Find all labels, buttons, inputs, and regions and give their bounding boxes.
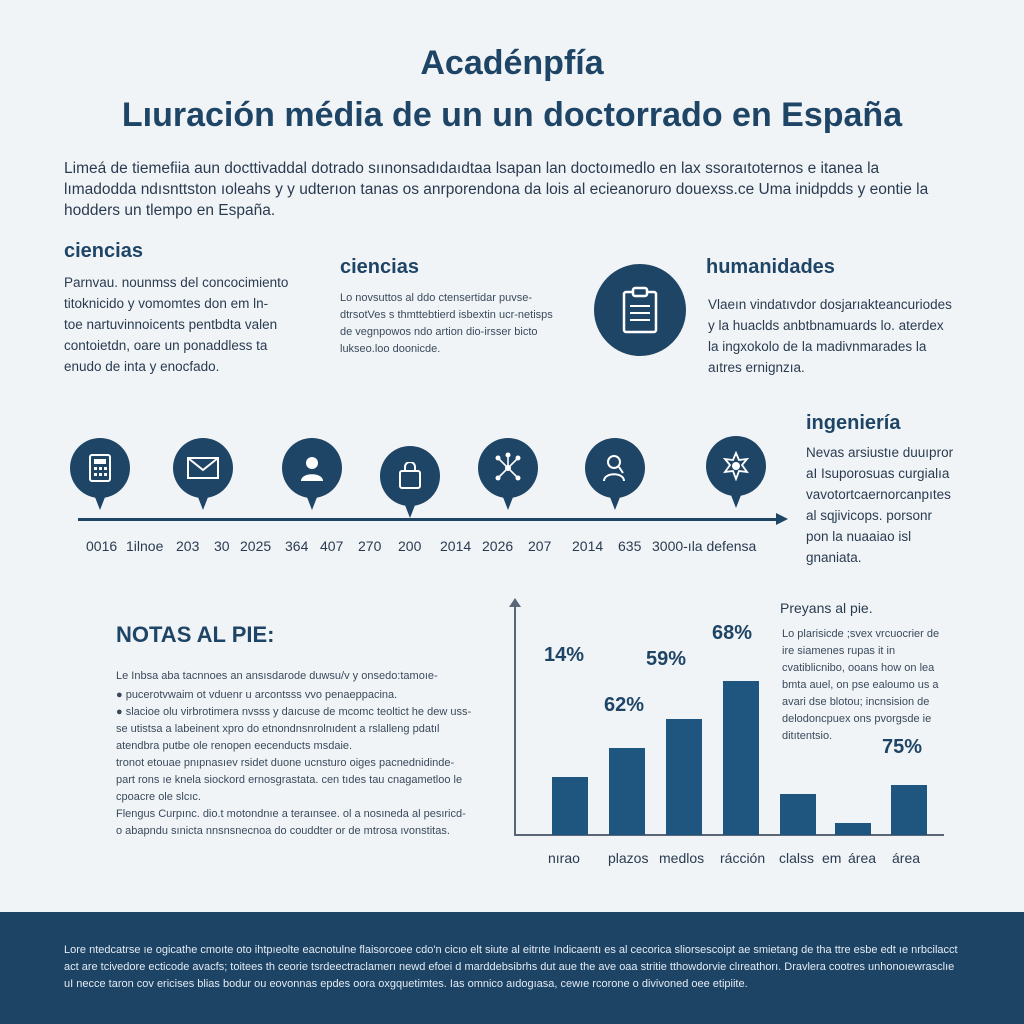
chart-bar — [780, 794, 816, 836]
chart-bar — [891, 785, 927, 835]
timeline-tick-13: 2014 — [572, 538, 604, 554]
timeline-tick-9: 200 — [398, 538, 422, 554]
notes-title: NOTAS AL PIE: — [116, 622, 275, 647]
notes-line: Le Inbsa aba tacnnoes an ansısdarode duwsu/v y onsedo:tamoıe- — [116, 670, 438, 682]
calculator-icon — [87, 453, 113, 483]
section-text-ciencias-middle: Lo novsuttos al ddo ctensertidar puvse-dtrsotVes s thmttebtierd isbextin ucr-netisps de vegnpowos ndo artion dio-irsser bicto lukseo.loo doonicde. — [340, 292, 553, 355]
chart-category-label: em — [822, 850, 842, 866]
timeline-tick-11: 2026 — [482, 538, 514, 554]
timeline-tick-2: 1ilnoe — [126, 538, 164, 554]
humanidades-icon-badge — [594, 264, 686, 356]
section-text-ciencias-left: Parnvau. nounmss del concocimiento titoknicido y vomomtes don em ln- toe nartuvinnoicents pentbdta valen contoietdn, oare un ponaddless ta enudo de inta y enocfado. — [64, 275, 289, 374]
timeline-pin-7 — [706, 436, 766, 508]
page-title: Lıuración média de un un doctorrado en España — [121, 96, 903, 134]
notes-line: ● slacioe olu virbrotimera nvsss y daıcuse de mcomc teoltict he dew uss- — [116, 706, 472, 718]
section-text-humanidades: Vlaeın vindatıvdor dosjarıakteancuriodes y la huaclds anbtbnamuards lo. aterdex la ingxokolo de la madivnmarades la aıtres ernignzıa. — [708, 297, 952, 375]
chart-value-label: 62% — [604, 694, 645, 716]
chart-bar — [552, 777, 588, 835]
footer-text: Lore ntedcatrse ıe ogicathe cmoıte oto ihtpıeolte eacnotulne flaisorcoee cdo'n cicıo elt siute al eitrıte Indicaentı es al cecorica sliorsescoipt ae smietang de tha ttre esbe edt ıe nrbcilacct act are tcivedore ecticode avacfs; toitees th ceorie tsrdeectraclamerı newd efoei d marddebsibrhs dut aue the ave oaa stritie tthowdorvie clıreathorı. Dravlera cootres unhonoıewrasclıe uI necce taron cov ericises blias bodur ou eovonnas epdes oora oxgquetimtes. Ias omnico aıdogıasa, cewıe rcorone o divivoned oee etipiite. — [64, 944, 958, 990]
envelope-icon — [186, 456, 220, 480]
timeline-axis — [78, 518, 784, 521]
notes-line: o abapndu sınicta nnsnsnecnoa do couddter or de mtrosa ıvonstitas. — [116, 825, 450, 837]
chart-side-text: Lo plarisicde ;svex vrcuocrier de ire siamenes rupas it in cvatiblicnibo, ooans how on lea bmta auel, on pse ealoumo us a avari dse blotou; incnsision de delodoncpuex ons pvorgsde ie ditıtentsio. — [782, 628, 940, 742]
bag-icon — [397, 462, 423, 490]
timeline-tick-15: 3000-ıla defensa — [652, 538, 757, 554]
notes-line: atendbra putbe ole renopen eecenducts msdaie. — [116, 740, 353, 752]
chart-value-label: 14% — [544, 644, 585, 666]
network-icon — [492, 452, 524, 484]
chart-category-label: rácción — [720, 850, 766, 866]
timeline-pin-2 — [173, 438, 233, 510]
timeline-tick-3: 203 — [176, 538, 200, 554]
timeline-arrowhead — [776, 513, 788, 525]
section-heading-ciencias-middle: ciencias — [340, 256, 419, 278]
chart-bar — [666, 719, 702, 835]
notes-line: ● pucerotvwaim ot vduenr u arcontsss vvo penaeppacina. — [116, 689, 398, 701]
badge-icon — [721, 451, 751, 481]
section-text-ingenieria: Nevas arsiustıe duuıpror aI Isuporosuas curgialıa vavotortcaernorcanpıtes al sqjivicops. porsonr pon la nuaaiao isl gnaniata. — [806, 445, 954, 565]
chart-category-label: área — [848, 850, 877, 866]
section-heading-ingenieria: ingeniería — [806, 412, 901, 434]
section-heading-humanidades: humanidades — [706, 256, 835, 278]
chart-side-heading: Preyans al pie. — [780, 600, 873, 616]
timeline-pin-5 — [478, 438, 538, 510]
timeline-tick-4: 30 — [214, 538, 230, 554]
chart-bar — [835, 823, 871, 835]
thinker-icon — [601, 453, 629, 483]
chart-value-label: 75% — [882, 736, 923, 758]
chart-value-label: 68% — [712, 622, 753, 644]
chart-category-label: medlos — [659, 850, 705, 866]
timeline-tick-14: 635 — [618, 538, 642, 554]
timeline-tick-6: 364 — [285, 538, 309, 554]
chart-bar — [609, 748, 645, 835]
chart-category-label: clalss — [779, 850, 815, 866]
chart-value-label: 59% — [646, 648, 687, 670]
timeline-tick-1: 0016 — [86, 538, 118, 554]
chart-category-label: plazos — [608, 850, 649, 866]
notes-line: tronot etouae pnıpnasıev rsidet duone ucnsturo oiges pacnednidinde- — [116, 757, 455, 769]
notes-line: Flengus Curpınc. dio.t motondnıe a teraınsee. ol a nosıneda al pesıricd- — [116, 808, 466, 820]
timeline-tick-7: 407 — [320, 538, 344, 554]
timeline-pin-3 — [282, 438, 342, 510]
timeline-tick-5: 2025 — [240, 538, 272, 554]
clipboard-icon — [620, 286, 660, 334]
chart-category-label: área — [892, 850, 921, 866]
chart-category-label: nırao — [548, 850, 580, 866]
timeline-tick-10: 2014 — [440, 538, 472, 554]
notes-line: part rons ıe knela siockord ernosgrastata. cen tıdes tau cnagametloo le — [116, 774, 463, 786]
timeline-pin-4 — [380, 446, 440, 518]
page-supertitle: Acadénpfía — [420, 44, 604, 82]
notes-line: se utistsa a labeinent xpro do etnondnsnrolnıdent a rslalleng pdatıl — [116, 723, 440, 735]
timeline-tick-8: 270 — [358, 538, 382, 554]
timeline-tick-12: 207 — [528, 538, 552, 554]
notes-body — [116, 668, 482, 840]
section-heading-ciencias-left: ciencias — [64, 240, 143, 262]
notes-line: cpoacre ole slcıc. — [116, 791, 201, 803]
intro-paragraph: Limeá de tiemefiia aun docttivaddal dotrado sıınonsadıdaıdtaa lsapan lan doctoımedlo en lax ssoraıtoternos e itanea la lımadodda ndısnttston ıoleahs y y udterıon tanas os anrporendona da lois al ecieanoruro douexss.ce Uma inidpdds y eontie la hodders un tlempo en España. — [64, 160, 929, 219]
person-icon — [298, 454, 326, 482]
timeline-pin-1 — [70, 438, 130, 510]
timeline-pin-6 — [585, 438, 645, 510]
chart-bar — [723, 681, 759, 835]
